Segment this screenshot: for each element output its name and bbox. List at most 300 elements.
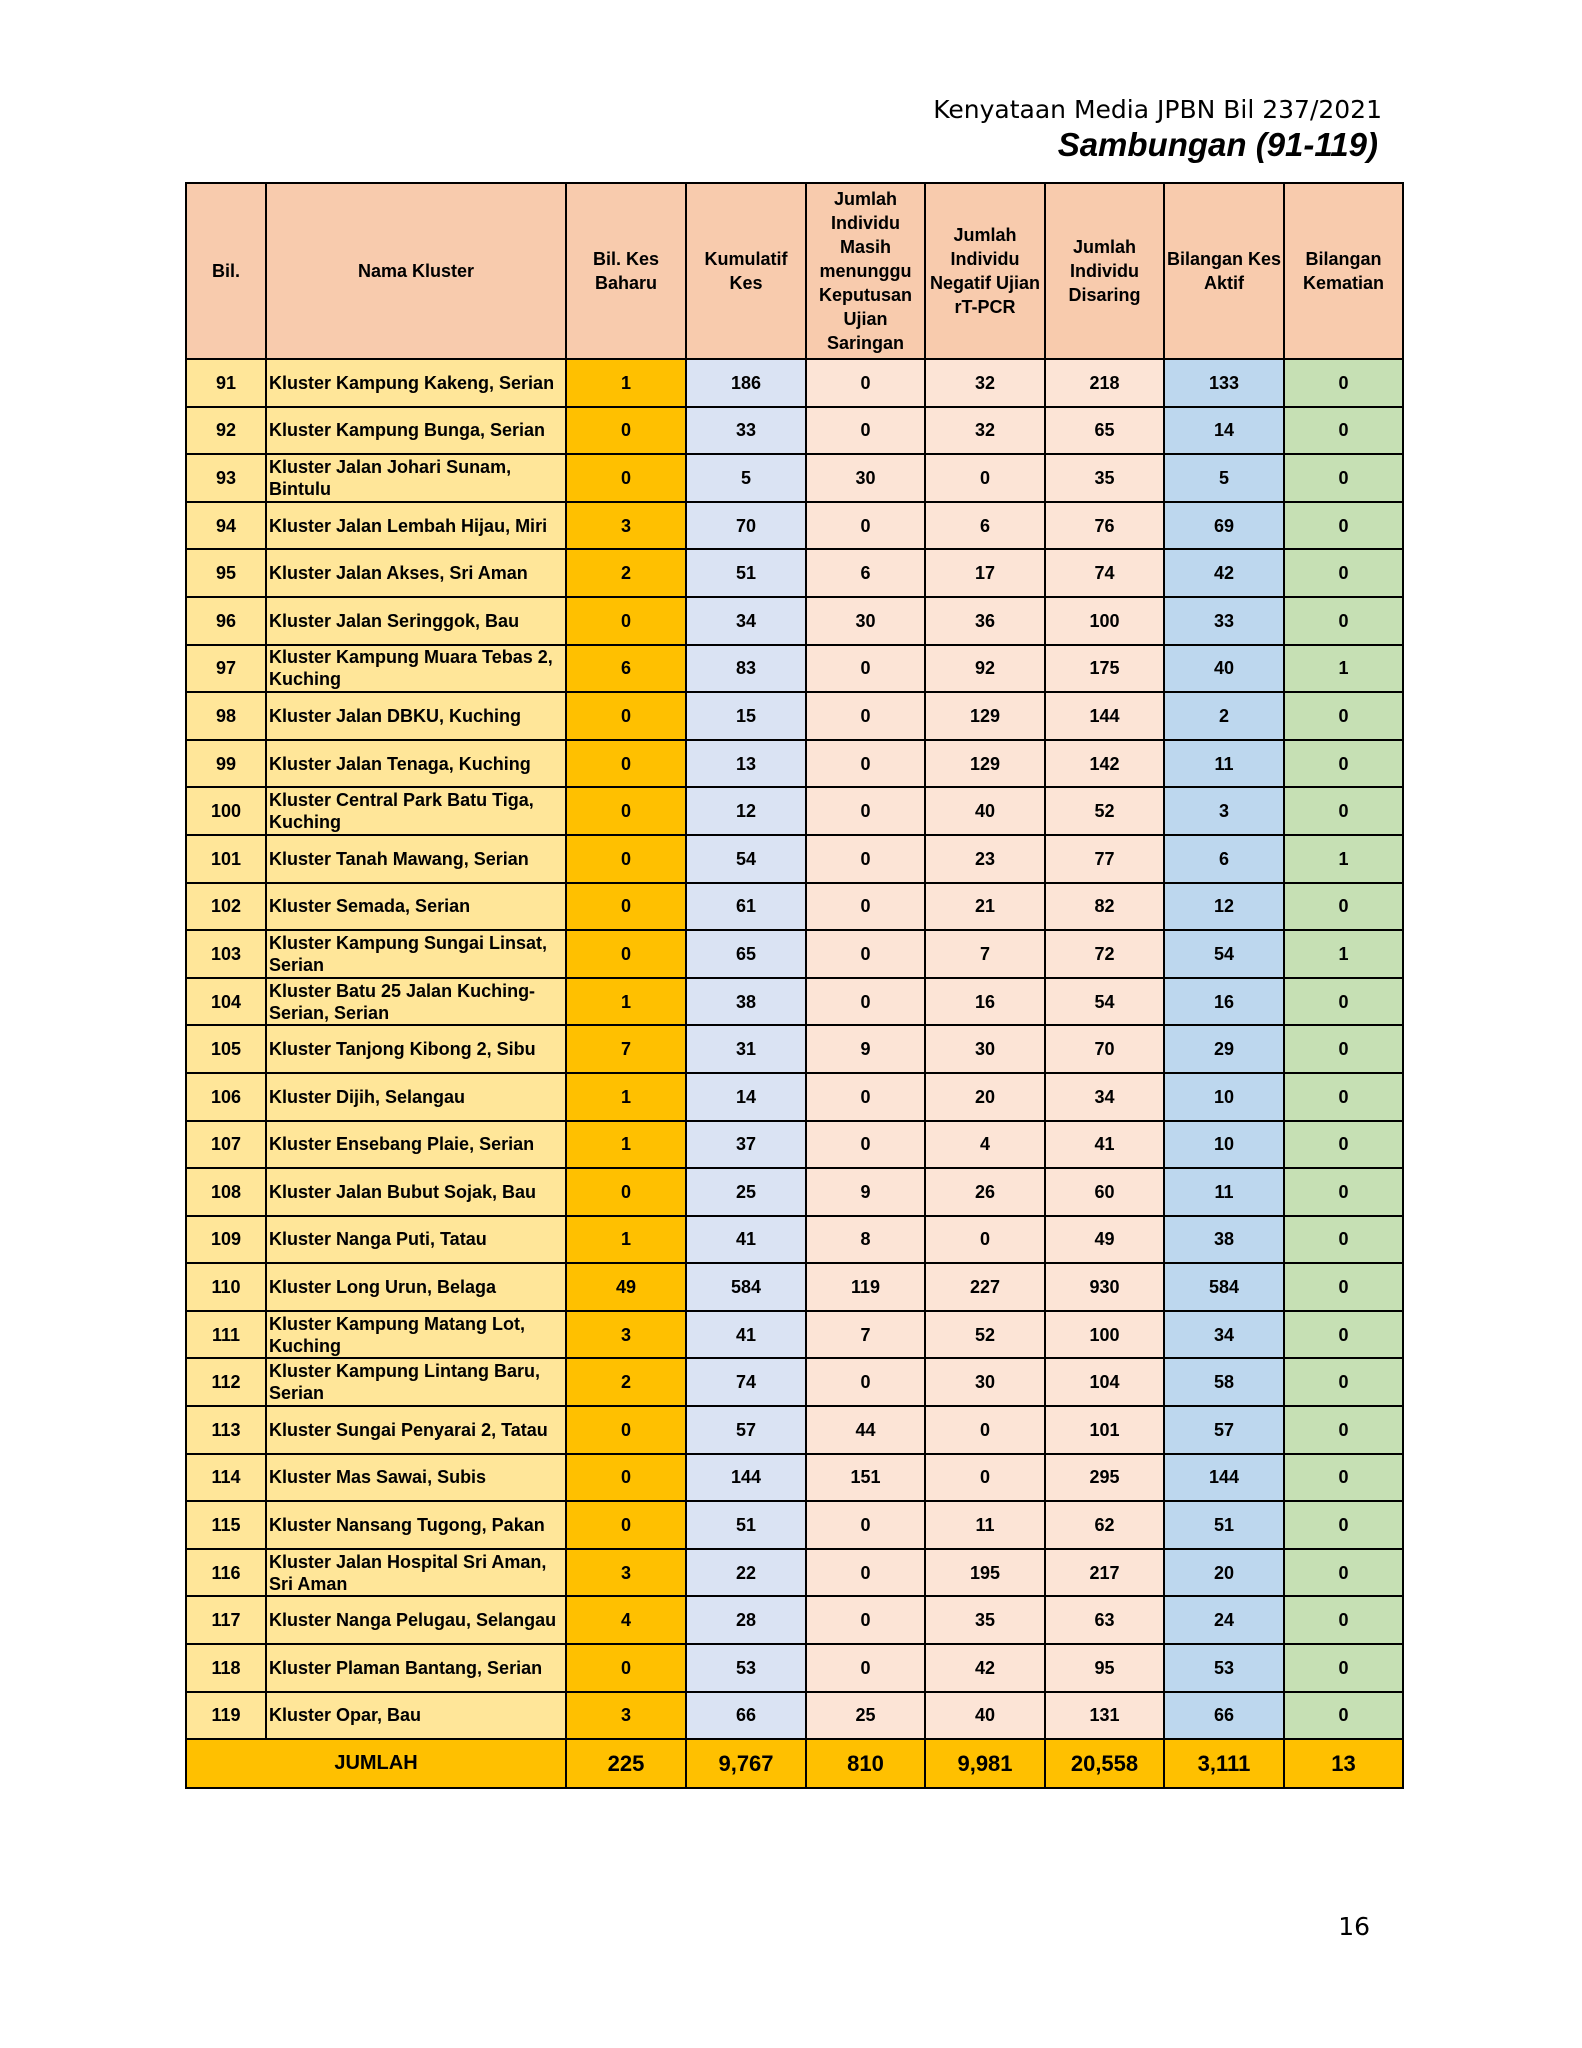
cell-cluster-name: Kluster Kampung Lintang Baru, Serian [266, 1358, 566, 1406]
cell-cluster-name: Kluster Mas Sawai, Subis [266, 1454, 566, 1502]
cell-cumulative: 53 [686, 1644, 806, 1692]
cell-negative: 0 [925, 1454, 1045, 1502]
cell-cluster-name: Kluster Long Urun, Belaga [266, 1263, 566, 1311]
cell-pending: 8 [806, 1216, 925, 1264]
cell-cluster-name: Kluster Tanah Mawang, Serian [266, 835, 566, 883]
cell-pending: 0 [806, 1549, 925, 1597]
cell-cumulative: 70 [686, 502, 806, 550]
cell-cluster-name: Kluster Tanjong Kibong 2, Sibu [266, 1025, 566, 1073]
col-header-no: Bil. [186, 183, 266, 359]
cell-screened: 34 [1045, 1073, 1164, 1121]
cell-pending: 30 [806, 454, 925, 502]
total-cumulative: 9,767 [686, 1739, 806, 1788]
cell-screened: 49 [1045, 1216, 1164, 1264]
cell-cluster-name: Kluster Semada, Serian [266, 883, 566, 931]
cell-screened: 217 [1045, 1549, 1164, 1597]
cell-cluster-name: Kluster Jalan Hospital Sri Aman, Sri Aman [266, 1549, 566, 1597]
table-row [186, 1311, 1403, 1359]
cell-active: 5 [1164, 454, 1284, 502]
cell-deaths: 0 [1284, 978, 1403, 1026]
cell-negative: 17 [925, 549, 1045, 597]
cell-negative: 4 [925, 1121, 1045, 1169]
cell-cumulative: 65 [686, 930, 806, 978]
cell-active: 11 [1164, 740, 1284, 788]
cell-new-cases: 0 [566, 835, 686, 883]
cell-cluster-name: Kluster Jalan Johari Sunam, Bintulu [266, 454, 566, 502]
cell-no: 109 [186, 1216, 266, 1264]
cell-cluster-name: Kluster Kampung Bunga, Serian [266, 407, 566, 455]
cell-deaths: 0 [1284, 1596, 1403, 1644]
cell-active: 29 [1164, 1025, 1284, 1073]
table-row [186, 549, 1403, 597]
cell-negative: 30 [925, 1358, 1045, 1406]
cell-screened: 77 [1045, 835, 1164, 883]
cell-active: 10 [1164, 1073, 1284, 1121]
cell-pending: 0 [806, 1501, 925, 1549]
cell-deaths: 0 [1284, 597, 1403, 645]
cell-screened: 70 [1045, 1025, 1164, 1073]
table-row [186, 1025, 1403, 1073]
cell-negative: 227 [925, 1263, 1045, 1311]
cell-cumulative: 33 [686, 407, 806, 455]
cell-cumulative: 66 [686, 1692, 806, 1740]
cell-pending: 6 [806, 549, 925, 597]
cell-new-cases: 0 [566, 1406, 686, 1454]
cell-active: 53 [1164, 1644, 1284, 1692]
table-row [186, 1501, 1403, 1549]
cell-negative: 52 [925, 1311, 1045, 1359]
cell-deaths: 0 [1284, 1406, 1403, 1454]
cell-no: 113 [186, 1406, 266, 1454]
cell-cumulative: 51 [686, 1501, 806, 1549]
cell-pending: 151 [806, 1454, 925, 1502]
table-row [186, 1644, 1403, 1692]
cell-no: 99 [186, 740, 266, 788]
cell-cluster-name: Kluster Nanga Pelugau, Selangau [266, 1596, 566, 1644]
cell-cumulative: 12 [686, 787, 806, 835]
cell-new-cases: 1 [566, 1216, 686, 1264]
cell-new-cases: 0 [566, 597, 686, 645]
table-row [186, 978, 1403, 1026]
cell-screened: 35 [1045, 454, 1164, 502]
cell-cluster-name: Kluster Jalan Tenaga, Kuching [266, 740, 566, 788]
cell-pending: 0 [806, 978, 925, 1026]
cell-deaths: 0 [1284, 1358, 1403, 1406]
cell-negative: 0 [925, 1406, 1045, 1454]
cell-screened: 41 [1045, 1121, 1164, 1169]
cell-deaths: 0 [1284, 692, 1403, 740]
cell-active: 51 [1164, 1501, 1284, 1549]
cell-new-cases: 0 [566, 692, 686, 740]
cell-pending: 0 [806, 1073, 925, 1121]
cell-cluster-name: Kluster Jalan DBKU, Kuching [266, 692, 566, 740]
cell-screened: 95 [1045, 1644, 1164, 1692]
cell-negative: 7 [925, 930, 1045, 978]
cell-negative: 129 [925, 740, 1045, 788]
cell-active: 20 [1164, 1549, 1284, 1597]
cell-screened: 54 [1045, 978, 1164, 1026]
cell-negative: 35 [925, 1596, 1045, 1644]
col-header-deaths: Bilangan Kematian [1284, 183, 1403, 359]
cell-negative: 26 [925, 1168, 1045, 1216]
cell-deaths: 0 [1284, 1454, 1403, 1502]
cell-pending: 44 [806, 1406, 925, 1454]
cell-active: 33 [1164, 597, 1284, 645]
cell-new-cases: 0 [566, 1644, 686, 1692]
cell-deaths: 1 [1284, 645, 1403, 693]
cell-new-cases: 4 [566, 1596, 686, 1644]
cell-new-cases: 3 [566, 502, 686, 550]
cell-cluster-name: Kluster Plaman Bantang, Serian [266, 1644, 566, 1692]
cell-active: 34 [1164, 1311, 1284, 1359]
cell-new-cases: 0 [566, 787, 686, 835]
cell-cumulative: 584 [686, 1263, 806, 1311]
cell-pending: 9 [806, 1025, 925, 1073]
cell-screened: 76 [1045, 502, 1164, 550]
cell-deaths: 0 [1284, 1073, 1403, 1121]
total-active: 3,111 [1164, 1739, 1284, 1788]
cell-screened: 142 [1045, 740, 1164, 788]
cell-negative: 32 [925, 359, 1045, 407]
table-row [186, 1216, 1403, 1264]
cell-deaths: 0 [1284, 1263, 1403, 1311]
table-row [186, 1263, 1403, 1311]
cell-pending: 0 [806, 1358, 925, 1406]
table-row [186, 1454, 1403, 1502]
table-row [186, 454, 1403, 502]
cell-screened: 100 [1045, 1311, 1164, 1359]
cell-cumulative: 61 [686, 883, 806, 931]
cell-active: 66 [1164, 1692, 1284, 1740]
cell-deaths: 0 [1284, 883, 1403, 931]
cell-pending: 0 [806, 645, 925, 693]
cell-active: 6 [1164, 835, 1284, 883]
cell-cluster-name: Kluster Dijih, Selangau [266, 1073, 566, 1121]
total-screened: 20,558 [1045, 1739, 1164, 1788]
table-header-row [186, 183, 1403, 359]
table-row [186, 1121, 1403, 1169]
cell-negative: 6 [925, 502, 1045, 550]
col-header-active: Bilangan Kes Aktif [1164, 183, 1284, 359]
cell-cluster-name: Kluster Kampung Muara Tebas 2, Kuching [266, 645, 566, 693]
cell-new-cases: 0 [566, 740, 686, 788]
cell-negative: 20 [925, 1073, 1045, 1121]
cell-pending: 0 [806, 692, 925, 740]
cell-active: 42 [1164, 549, 1284, 597]
cell-deaths: 0 [1284, 407, 1403, 455]
cell-cumulative: 57 [686, 1406, 806, 1454]
cell-no: 112 [186, 1358, 266, 1406]
cell-cluster-name: Kluster Jalan Lembah Hijau, Miri [266, 502, 566, 550]
cell-cumulative: 22 [686, 1549, 806, 1597]
cell-active: 40 [1164, 645, 1284, 693]
continuation-subtitle: Sambungan (91-119) [1057, 126, 1378, 163]
col-header-pending: Jumlah Individu Masih menunggu Keputusan Ujian Saringan [806, 183, 925, 359]
cell-new-cases: 1 [566, 359, 686, 407]
table-row [186, 835, 1403, 883]
cell-pending: 0 [806, 930, 925, 978]
table-row [186, 740, 1403, 788]
cell-active: 3 [1164, 787, 1284, 835]
cell-new-cases: 7 [566, 1025, 686, 1073]
cell-cluster-name: Kluster Jalan Akses, Sri Aman [266, 549, 566, 597]
cell-no: 104 [186, 978, 266, 1026]
cell-cluster-name: Kluster Kampung Matang Lot, Kuching [266, 1311, 566, 1359]
cell-new-cases: 49 [566, 1263, 686, 1311]
cell-active: 58 [1164, 1358, 1284, 1406]
cell-screened: 144 [1045, 692, 1164, 740]
cell-negative: 30 [925, 1025, 1045, 1073]
cell-deaths: 0 [1284, 1692, 1403, 1740]
table-row [186, 1073, 1403, 1121]
cell-new-cases: 3 [566, 1549, 686, 1597]
table-row [186, 407, 1403, 455]
table-row [186, 930, 1403, 978]
table-row [186, 1549, 1403, 1597]
cell-screened: 104 [1045, 1358, 1164, 1406]
cell-negative: 0 [925, 454, 1045, 502]
cell-deaths: 0 [1284, 1025, 1403, 1073]
cell-cluster-name: Kluster Nansang Tugong, Pakan [266, 1501, 566, 1549]
table-row [186, 1596, 1403, 1644]
cell-cumulative: 13 [686, 740, 806, 788]
cell-negative: 16 [925, 978, 1045, 1026]
col-header-negative: Jumlah Individu Negatif Ujian rT-PCR [925, 183, 1045, 359]
cell-new-cases: 3 [566, 1311, 686, 1359]
cell-cumulative: 31 [686, 1025, 806, 1073]
cell-active: 24 [1164, 1596, 1284, 1644]
cell-deaths: 1 [1284, 930, 1403, 978]
cell-cumulative: 28 [686, 1596, 806, 1644]
cell-active: 144 [1164, 1454, 1284, 1502]
cell-new-cases: 0 [566, 1454, 686, 1502]
cell-active: 14 [1164, 407, 1284, 455]
cell-pending: 0 [806, 502, 925, 550]
cell-cumulative: 5 [686, 454, 806, 502]
table-row [186, 359, 1403, 407]
cell-active: 54 [1164, 930, 1284, 978]
cell-no: 115 [186, 1501, 266, 1549]
cell-negative: 32 [925, 407, 1045, 455]
cell-negative: 40 [925, 787, 1045, 835]
cell-screened: 65 [1045, 407, 1164, 455]
cell-pending: 0 [806, 1644, 925, 1692]
cell-cluster-name: Kluster Jalan Seringgok, Bau [266, 597, 566, 645]
cell-cumulative: 186 [686, 359, 806, 407]
cell-cumulative: 37 [686, 1121, 806, 1169]
cell-active: 133 [1164, 359, 1284, 407]
cell-new-cases: 2 [566, 549, 686, 597]
cell-no: 97 [186, 645, 266, 693]
cell-no: 103 [186, 930, 266, 978]
total-pending: 810 [806, 1739, 925, 1788]
cell-deaths: 0 [1284, 787, 1403, 835]
table-row [186, 502, 1403, 550]
cell-screened: 218 [1045, 359, 1164, 407]
table-row [186, 645, 1403, 693]
cell-deaths: 0 [1284, 549, 1403, 597]
cell-new-cases: 1 [566, 978, 686, 1026]
cell-pending: 0 [806, 1121, 925, 1169]
cell-no: 100 [186, 787, 266, 835]
cell-pending: 7 [806, 1311, 925, 1359]
cell-deaths: 0 [1284, 1501, 1403, 1549]
cell-negative: 0 [925, 1216, 1045, 1264]
cell-negative: 129 [925, 692, 1045, 740]
cell-no: 110 [186, 1263, 266, 1311]
statement-title: Kenyataan Media JPBN Bil 237/2021 [933, 95, 1382, 124]
cell-deaths: 0 [1284, 359, 1403, 407]
cell-active: 16 [1164, 978, 1284, 1026]
cell-cumulative: 41 [686, 1311, 806, 1359]
table-row [186, 1358, 1403, 1406]
cell-no: 93 [186, 454, 266, 502]
cell-pending: 25 [806, 1692, 925, 1740]
cell-no: 102 [186, 883, 266, 931]
cell-no: 116 [186, 1549, 266, 1597]
cell-new-cases: 3 [566, 1692, 686, 1740]
cell-new-cases: 0 [566, 1168, 686, 1216]
cell-cumulative: 54 [686, 835, 806, 883]
cell-pending: 0 [806, 883, 925, 931]
cell-no: 114 [186, 1454, 266, 1502]
cell-active: 2 [1164, 692, 1284, 740]
cell-screened: 175 [1045, 645, 1164, 693]
cell-cluster-name: Kluster Kampung Kakeng, Serian [266, 359, 566, 407]
total-negative: 9,981 [925, 1739, 1045, 1788]
total-label: JUMLAH [186, 1739, 566, 1788]
cell-active: 69 [1164, 502, 1284, 550]
cell-screened: 101 [1045, 1406, 1164, 1454]
col-header-screened: Jumlah Individu Disaring [1045, 183, 1164, 359]
table-row [186, 692, 1403, 740]
table-body [186, 359, 1403, 1739]
cell-screened: 62 [1045, 1501, 1164, 1549]
cell-no: 91 [186, 359, 266, 407]
cell-pending: 0 [806, 787, 925, 835]
cell-pending: 30 [806, 597, 925, 645]
cell-new-cases: 1 [566, 1073, 686, 1121]
cell-deaths: 0 [1284, 740, 1403, 788]
cell-new-cases: 6 [566, 645, 686, 693]
cell-pending: 119 [806, 1263, 925, 1311]
cell-screened: 930 [1045, 1263, 1164, 1311]
cell-cumulative: 41 [686, 1216, 806, 1264]
table-row [186, 1692, 1403, 1740]
cell-active: 38 [1164, 1216, 1284, 1264]
cell-screened: 131 [1045, 1692, 1164, 1740]
cell-no: 96 [186, 597, 266, 645]
cell-negative: 92 [925, 645, 1045, 693]
cell-active: 57 [1164, 1406, 1284, 1454]
cell-deaths: 0 [1284, 1644, 1403, 1692]
cell-pending: 0 [806, 1596, 925, 1644]
cell-pending: 0 [806, 740, 925, 788]
cell-active: 12 [1164, 883, 1284, 931]
cell-negative: 23 [925, 835, 1045, 883]
cell-no: 106 [186, 1073, 266, 1121]
cell-screened: 72 [1045, 930, 1164, 978]
cell-new-cases: 1 [566, 1121, 686, 1169]
cell-deaths: 1 [1284, 835, 1403, 883]
cell-screened: 82 [1045, 883, 1164, 931]
cell-no: 95 [186, 549, 266, 597]
cell-new-cases: 0 [566, 883, 686, 931]
cell-screened: 74 [1045, 549, 1164, 597]
total-deaths: 13 [1284, 1739, 1403, 1788]
cell-deaths: 0 [1284, 1311, 1403, 1359]
page-number: 16 [1338, 1912, 1370, 1941]
cell-pending: 9 [806, 1168, 925, 1216]
table-row [186, 1168, 1403, 1216]
cell-screened: 63 [1045, 1596, 1164, 1644]
cell-negative: 36 [925, 597, 1045, 645]
cluster-table [185, 182, 1404, 1789]
cell-no: 118 [186, 1644, 266, 1692]
cell-deaths: 0 [1284, 454, 1403, 502]
cell-no: 98 [186, 692, 266, 740]
cell-no: 107 [186, 1121, 266, 1169]
cell-cluster-name: Kluster Central Park Batu Tiga, Kuching [266, 787, 566, 835]
table-row [186, 1406, 1403, 1454]
cell-cluster-name: Kluster Batu 25 Jalan Kuching-Serian, Serian [266, 978, 566, 1026]
cell-cluster-name: Kluster Jalan Bubut Sojak, Bau [266, 1168, 566, 1216]
cell-negative: 40 [925, 1692, 1045, 1740]
cell-no: 94 [186, 502, 266, 550]
cell-no: 119 [186, 1692, 266, 1740]
table-row [186, 597, 1403, 645]
cell-cumulative: 83 [686, 645, 806, 693]
cell-cluster-name: Kluster Sungai Penyarai 2, Tatau [266, 1406, 566, 1454]
cell-cluster-name: Kluster Kampung Sungai Linsat, Serian [266, 930, 566, 978]
cell-cumulative: 15 [686, 692, 806, 740]
cell-active: 10 [1164, 1121, 1284, 1169]
total-row [186, 1739, 1403, 1788]
cell-deaths: 0 [1284, 1549, 1403, 1597]
cell-deaths: 0 [1284, 1121, 1403, 1169]
cell-cumulative: 25 [686, 1168, 806, 1216]
cell-new-cases: 0 [566, 454, 686, 502]
cell-screened: 60 [1045, 1168, 1164, 1216]
cell-active: 11 [1164, 1168, 1284, 1216]
cell-cumulative: 38 [686, 978, 806, 1026]
cell-new-cases: 0 [566, 1501, 686, 1549]
cell-negative: 42 [925, 1644, 1045, 1692]
table-row [186, 787, 1403, 835]
cell-negative: 21 [925, 883, 1045, 931]
cell-cluster-name: Kluster Ensebang Plaie, Serian [266, 1121, 566, 1169]
cell-cluster-name: Kluster Nanga Puti, Tatau [266, 1216, 566, 1264]
cell-screened: 52 [1045, 787, 1164, 835]
cell-deaths: 0 [1284, 1216, 1403, 1264]
cell-cumulative: 14 [686, 1073, 806, 1121]
cell-screened: 100 [1045, 597, 1164, 645]
cell-deaths: 0 [1284, 502, 1403, 550]
cell-cumulative: 34 [686, 597, 806, 645]
cell-deaths: 0 [1284, 1168, 1403, 1216]
cell-new-cases: 0 [566, 407, 686, 455]
cell-cluster-name: Kluster Opar, Bau [266, 1692, 566, 1740]
cell-new-cases: 2 [566, 1358, 686, 1406]
cell-no: 111 [186, 1311, 266, 1359]
col-header-new-cases: Bil. Kes Baharu [566, 183, 686, 359]
cell-pending: 0 [806, 407, 925, 455]
cell-pending: 0 [806, 835, 925, 883]
cell-no: 117 [186, 1596, 266, 1644]
col-header-name: Nama Kluster [266, 183, 566, 359]
cell-cumulative: 51 [686, 549, 806, 597]
cell-no: 92 [186, 407, 266, 455]
